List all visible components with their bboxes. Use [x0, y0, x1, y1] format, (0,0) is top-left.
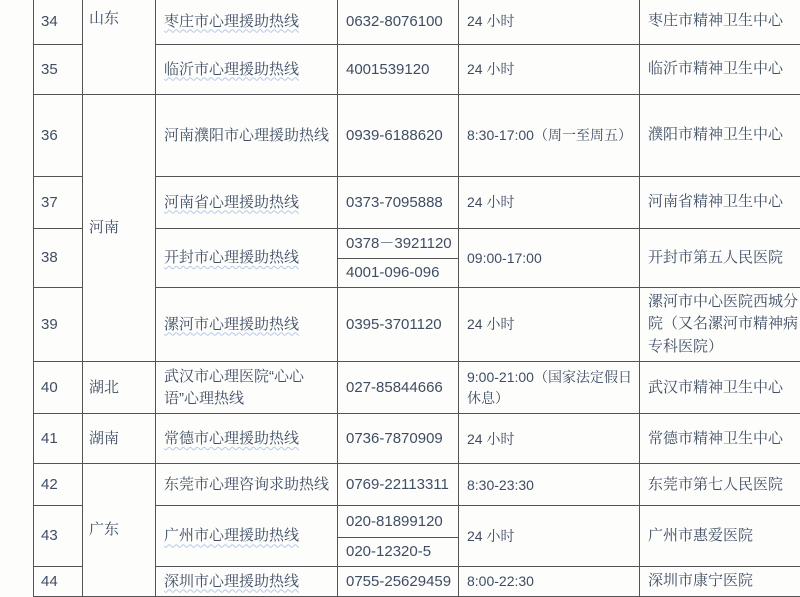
cell-organization: 枣庄市精神卫生中心	[640, 0, 800, 45]
hotline-table	[33, 0, 800, 597]
cell-phone-number: 020-81899120	[338, 506, 459, 538]
cell-service-hours: 24 小时	[459, 287, 640, 362]
cell-hotline-name	[156, 287, 338, 362]
cell-organization: 河南省精神卫生中心	[640, 177, 800, 229]
cell-phone-number: 0395-3701120	[338, 287, 459, 362]
cell-row-number: 40	[34, 362, 83, 414]
cell-organization: 开封市第五人民医院	[640, 229, 800, 288]
cell-phone-number: 0769-22113311	[338, 464, 459, 506]
cell-row-number: 34	[34, 0, 83, 45]
hotline-name-text: 河南濮阳市心理援助热线	[164, 126, 330, 144]
hotline-name-text: 临沂市心理援助热线	[164, 60, 300, 78]
cell-hotline-name	[156, 45, 338, 95]
cell-organization: 临沂市精神卫生中心	[640, 45, 800, 95]
cell-phone-number: 0736-7870909	[338, 414, 459, 464]
table-row	[34, 0, 800, 45]
cell-province: 山东	[83, 0, 156, 95]
cell-hotline-name	[156, 362, 338, 414]
table-row	[34, 95, 800, 177]
cell-service-hours: 9:00-21:00（国家法定假日休息）	[459, 362, 640, 414]
hotline-name-text: 东莞市心理咨询求助热线	[164, 475, 330, 493]
cell-row-number: 36	[34, 95, 83, 177]
cell-hotline-name	[156, 95, 338, 177]
hotline-name-text: 开封市心理援助热线	[164, 249, 300, 266]
cell-province: 广东	[83, 464, 156, 597]
cell-hotline-name	[156, 567, 338, 597]
table-row	[34, 362, 800, 414]
cell-organization: 深圳市康宁医院	[640, 567, 800, 597]
cell-row-number: 41	[34, 414, 83, 464]
cell-row-number: 42	[34, 464, 83, 506]
hotline-name-text: 深圳市心理援助热线	[164, 572, 300, 590]
cell-province: 湖北	[83, 362, 156, 414]
cell-phone-number: 027-85844666	[338, 362, 459, 414]
cell-hotline-name	[156, 464, 338, 506]
cell-organization: 东莞市第七人民医院	[640, 464, 800, 506]
cell-province: 河南	[83, 95, 156, 362]
cell-organization: 漯河市中心医院西城分院（又名漯河市精神病专科医院）	[640, 287, 800, 362]
table-row	[34, 414, 800, 464]
cell-service-hours: 8:30-17:00（周一至周五）	[459, 95, 640, 177]
cell-phone-number: 020-12320-5	[338, 538, 459, 567]
cell-organization: 广州市惠爱医院	[640, 506, 800, 567]
cell-phone-number: 0632-8076100	[338, 0, 459, 45]
cell-phone-number: 0373-7095888	[338, 177, 459, 229]
cell-service-hours: 09:00-17:00	[459, 229, 640, 288]
cell-row-number: 39	[34, 287, 83, 362]
cell-hotline-name	[156, 506, 338, 567]
cell-service-hours: 24 小时	[459, 414, 640, 464]
cell-organization: 濮阳市精神卫生中心	[640, 95, 800, 177]
cell-organization: 常德市精神卫生中心	[640, 414, 800, 464]
hotline-name-text: 常德市心理援助热线	[164, 429, 300, 447]
cell-province: 湖南	[83, 414, 156, 464]
cell-service-hours: 24 小时	[459, 177, 640, 229]
cell-service-hours: 24 小时	[459, 0, 640, 45]
hotline-name-text: 武汉市心理医院“心心语”心理热线	[164, 368, 304, 407]
cell-service-hours: 24 小时	[459, 506, 640, 567]
cell-phone-number: 4001-096-096	[338, 259, 459, 288]
cell-service-hours: 8:30-23:30	[459, 464, 640, 506]
cell-row-number: 44	[34, 567, 83, 597]
cell-hotline-name	[156, 177, 338, 229]
cell-phone-number: 4001539120	[338, 45, 459, 95]
cell-row-number: 35	[34, 45, 83, 95]
table-row	[34, 464, 800, 506]
cell-hotline-name	[156, 229, 338, 288]
hotline-name-text: 枣庄市心理援助热线	[164, 12, 300, 30]
cell-hotline-name	[156, 0, 338, 45]
hotline-name-text: 漯河市心理援助热线	[164, 315, 300, 333]
cell-organization: 武汉市精神卫生中心	[640, 362, 800, 414]
cell-phone-number: 0939-6188620	[338, 95, 459, 177]
cell-row-number: 37	[34, 177, 83, 229]
cell-hotline-name	[156, 414, 338, 464]
cell-phone-number: 0755-25629459	[338, 567, 459, 597]
cell-service-hours: 8:00-22:30	[459, 567, 640, 597]
cell-phone-number: 0378－3921120	[338, 229, 459, 259]
hotline-name-text: 广州市心理援助热线	[164, 527, 300, 545]
cell-row-number: 43	[34, 506, 83, 567]
cell-row-number: 38	[34, 229, 83, 288]
hotline-name-text: 河南省心理援助热线	[164, 193, 300, 211]
cell-service-hours: 24 小时	[459, 45, 640, 95]
